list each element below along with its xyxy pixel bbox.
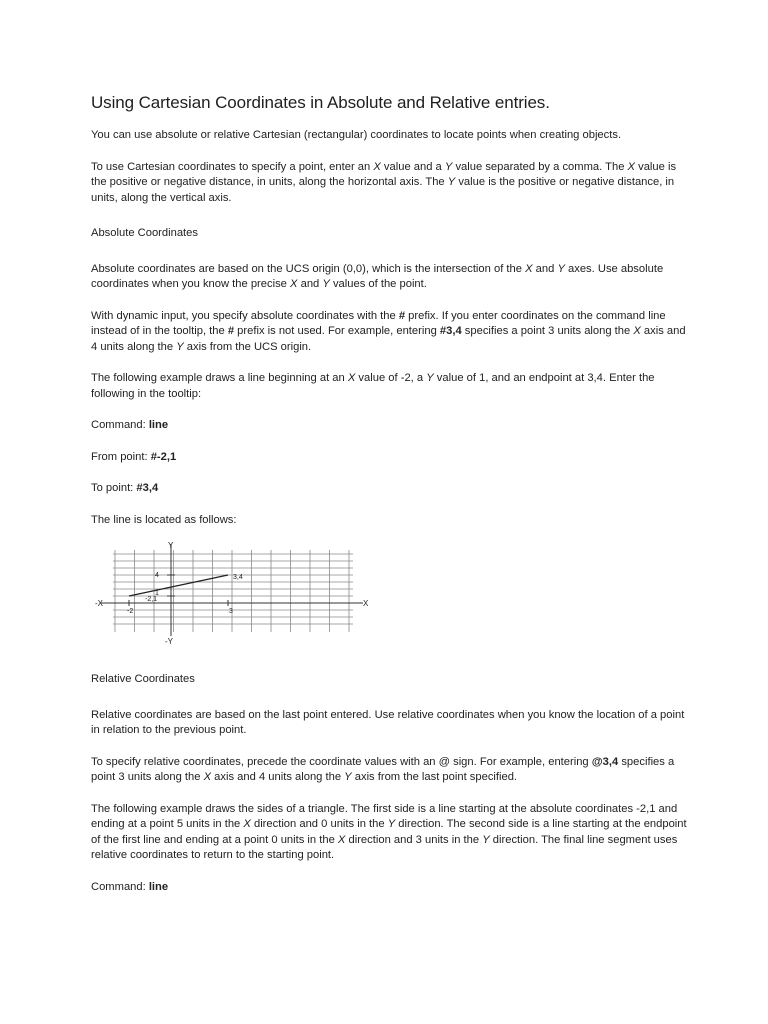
from-point-line (91, 450, 691, 466)
text: direction and 3 units in the (345, 833, 483, 846)
absolute-paragraph-3 (91, 371, 691, 402)
coordinate-figure (91, 540, 381, 648)
text: value of 1, and an endpoint at 3,4. Enter the following in the tooltip: (91, 372, 655, 400)
y-italic: Y (176, 340, 184, 353)
page-title: Using Cartesian Coordinates in Absolute and Relative entries. (91, 93, 550, 112)
bold-example: #3,4 (439, 325, 462, 337)
x-italic: X (243, 818, 251, 830)
x-italic: X (290, 278, 298, 290)
x-italic: X (337, 833, 346, 846)
y-italic: Y (387, 818, 396, 830)
text: axis from the last point specified. (351, 771, 518, 783)
to-point-line (91, 481, 691, 497)
text: value is the positive or negative distance, in units, along the vertical axis. (91, 176, 675, 204)
bold-prefix: # (227, 325, 235, 337)
text: direction and 0 units in the (250, 818, 388, 830)
y-italic: Y (447, 176, 456, 188)
text: axis from the UCS origin. (183, 340, 312, 353)
label-1: 1 (155, 590, 159, 597)
line-located-text: The line is located as follows: (91, 513, 237, 526)
label-3-4: 3,4 (233, 574, 243, 581)
text: direction. The final line segment uses relative coordinates to return to the starting point. (91, 833, 678, 861)
label-minus2-1: -2,1 (145, 596, 158, 603)
command-line-2 (91, 880, 691, 896)
neg-y-axis-label: -Y (165, 637, 173, 646)
text: and (532, 262, 558, 275)
relative-paragraph-3 (91, 802, 691, 864)
neg-x-axis-label: -X (95, 599, 103, 608)
text: prefix. If you enter coordinates on the command line instead of in the tooltip, the (91, 309, 666, 337)
cartesian-paragraph (91, 160, 691, 207)
text: value of -2, a (355, 372, 427, 384)
grid-lines (113, 550, 353, 632)
command-line-1 (91, 418, 691, 434)
text: The following example draws a line beginning at an (91, 372, 348, 384)
y-italic: Y (557, 262, 565, 275)
label-3: 3 (229, 608, 233, 615)
y-italic: Y (344, 771, 352, 783)
to-point-label: To point: (91, 482, 137, 494)
y-italic: Y (444, 160, 453, 173)
text: specifies a point 3 units along the (91, 755, 675, 783)
label-minus2: -2 (127, 608, 134, 615)
command-value: line (148, 880, 169, 893)
text: value is the positive or negative distance, in units, along the horizontal axis. The (91, 160, 677, 188)
text: With dynamic input, you specify absolute coordinates with the (91, 309, 399, 322)
y-italic: Y (426, 372, 434, 384)
x-italic: X (633, 325, 641, 337)
text: To use Cartesian coordinates to specify a point, enter an (91, 160, 374, 173)
command-label: Command: (91, 419, 149, 431)
to-point-value: #3,4 (136, 482, 159, 494)
from-point-label: From point: (91, 450, 151, 463)
drawn-line (129, 575, 228, 596)
x-italic: X (373, 160, 381, 173)
x-italic: X (347, 372, 356, 384)
document-page (91, 92, 691, 911)
from-point-value: #-2,1 (150, 450, 177, 463)
x-axis-label: X (363, 599, 369, 608)
text: prefix is not used. For example, entering (234, 325, 440, 337)
coordinate-grid-svg (91, 540, 381, 648)
text: The following example draws the sides of a triangle. The first side is a line starting at the absolute coordinates -2,1 and ending at a point 5 units in the (91, 802, 678, 830)
text: values of the point. (329, 278, 427, 290)
text: axis and 4 units along the (91, 325, 686, 353)
relative-coordinates-heading: Relative Coordinates (91, 673, 195, 685)
text: axes. Use absolute coordinates when you know the precise (91, 262, 664, 290)
relative-paragraph-2 (91, 755, 691, 786)
y-axis-label: Y (168, 541, 174, 550)
y-italic: Y (482, 833, 490, 846)
text: axis and 4 units along the (211, 771, 345, 783)
text: direction. The second side is a line starting at the endpoint of the first line and ending at a point 0 units in the (91, 818, 687, 846)
bold-example: @3,4 (591, 755, 619, 768)
y-italic: Y (322, 278, 330, 290)
text: To specify relative coordinates, precede the coordinate values with an @ sign. For example, entering (91, 755, 592, 768)
absolute-coordinates-heading: Absolute Coordinates (91, 227, 198, 239)
text: value separated by a comma. The (452, 160, 628, 173)
text: value and a (380, 160, 445, 173)
text: Absolute coordinates are based on the UCS origin (0,0), which is the intersection of the (91, 262, 526, 275)
x-italic: X (203, 771, 212, 783)
intro-paragraph: You can use absolute or relative Cartesian (rectangular) coordinates to locate points when creating objects. (91, 129, 622, 141)
absolute-paragraph-1 (91, 262, 691, 293)
absolute-paragraph-2 (91, 309, 691, 356)
x-italic: X (627, 160, 635, 173)
label-4: 4 (155, 572, 159, 579)
text: specifies a point 3 units along the (461, 325, 634, 337)
x-italic: X (525, 262, 533, 275)
bold-prefix: # (398, 309, 406, 322)
relative-paragraph-1: Relative coordinates are based on the last point entered. Use relative coordinates when you know the location of a point in relation to the previous point. (91, 708, 685, 736)
command-label: Command: (91, 880, 149, 893)
command-value: line (148, 419, 169, 431)
text: and (297, 278, 323, 290)
